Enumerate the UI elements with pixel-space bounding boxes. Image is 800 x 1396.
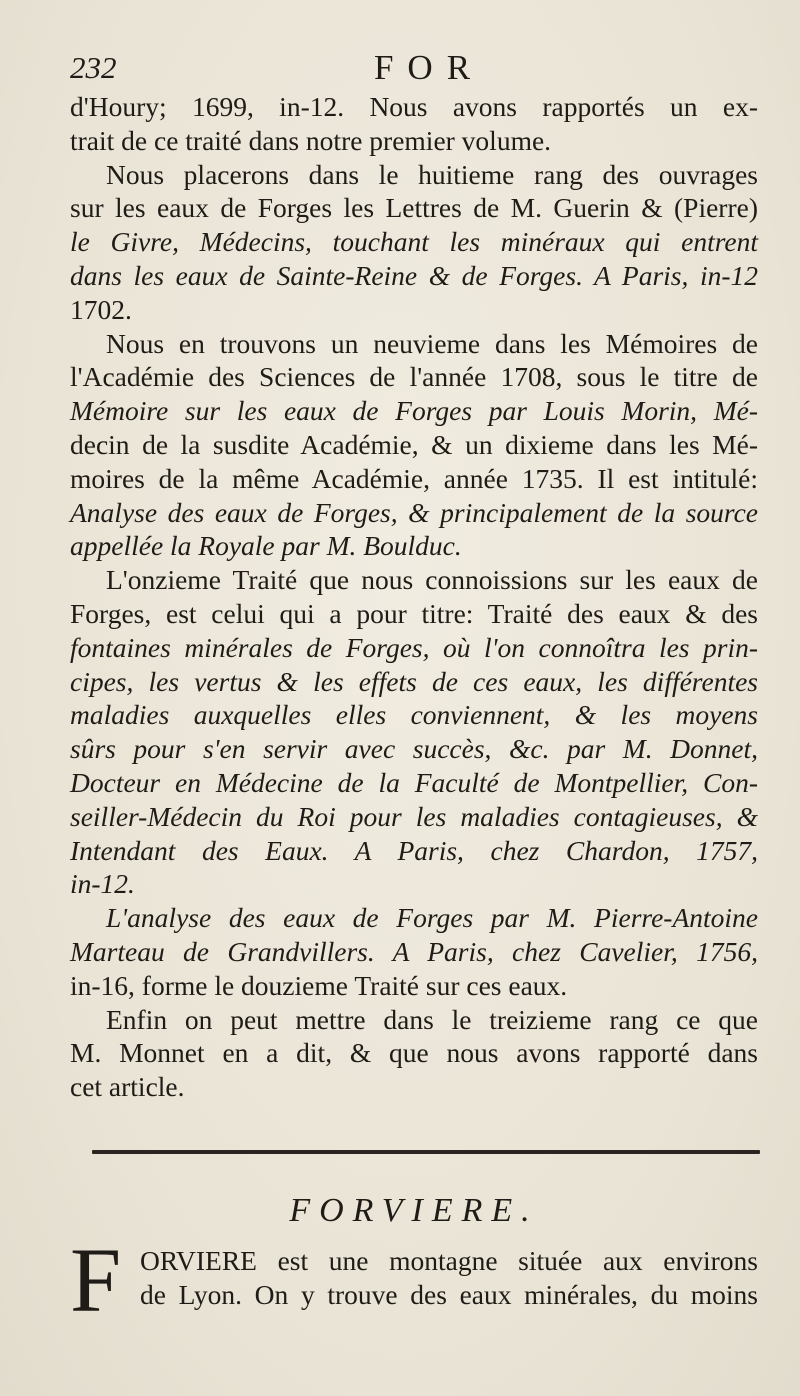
drop-cap: F (70, 1228, 122, 1331)
text-line: cet article. (70, 1071, 185, 1103)
text-line: decin de la susdite Académie, & un dixieme dans les Mé- (70, 428, 758, 460)
text-line-italic: Intendant des Eaux. A Paris, chez Chardon, 1757, (70, 834, 758, 866)
text-line-italic: L'analyse des eaux de Forges par M. Pierre-Antoine (106, 902, 758, 934)
text-line: Nous en trouvons un neuvieme dans les Mémoires de (106, 327, 758, 359)
text-line: de Lyon. On y trouve des eaux minérales, du moins (140, 1278, 758, 1310)
text-line-italic: seiller-Médecin du Roi pour les maladies contagieuses, & (70, 800, 758, 832)
text-line-italic: Docteur en Médecine de la Faculté de Montpellier, Con- (70, 766, 758, 798)
text-line: Enfin on peut mettre dans le treizieme rang ce que (106, 1003, 758, 1035)
text-line: moires de la même Académie, année 1735. Il est intitulé: (70, 462, 758, 494)
text-line-italic: appellée la Royale par M. Boulduc. (70, 530, 462, 562)
text-line: Nous placerons dans le huitieme rang des ouvrages (106, 158, 758, 190)
text-line: in-16, forme le douzieme Traité sur ces eaux. (70, 969, 568, 1001)
paragraph-twelfth-treatise (70, 901, 758, 1002)
text-line-italic: sûrs pour s'en servir avec succès, &c. par M. Donnet, (70, 733, 758, 765)
section-paragraph (70, 1244, 758, 1312)
page-number: 232 (70, 50, 117, 85)
text-line-italic: in-12. (70, 868, 135, 900)
text-line: trait de ce traité dans notre premier volume. (70, 124, 552, 156)
paragraph-eighth-treatise (70, 158, 758, 327)
section-body (70, 1228, 758, 1331)
text-line-italic: maladies auxquelles elles conviennent, & les moyens (70, 699, 758, 731)
running-title: FOR (373, 48, 485, 87)
text-line-italic: Marteau de Grandvillers. A Paris, chez Cavelier, 1756, (70, 935, 758, 967)
text-line-italic: le Givre, Médecins, touchant les minéraux qui entrent (70, 226, 758, 258)
paragraph-eleventh-treatise (70, 563, 758, 901)
text-line-italic: cipes, les vertus & les effets de ces eaux, les différentes (70, 665, 758, 697)
text-line: Forges, est celui qui a pour titre: Traité des eaux & des (70, 597, 758, 629)
text-line: sur les eaux de Forges les Lettres de M. Guerin & (Pierre) (70, 192, 758, 224)
text-line: 1702. (70, 293, 132, 325)
text-line: M. Monnet en a dit, & que nous avons rapporté dans (70, 1037, 758, 1069)
paragraph-continuation (70, 90, 758, 158)
section-divider-rule (92, 1150, 760, 1154)
text-line-italic: Mémoire sur les eaux de Forges par Louis Morin, Mé- (70, 395, 758, 427)
section-title: FORVIERE. (289, 1191, 539, 1229)
text-line: l'Académie des Sciences de l'année 1708, sous le titre de (70, 361, 758, 393)
text-line-italic: Analyse des eaux de Forges, & principalement de la source (70, 496, 758, 528)
paragraph-ninth-tenth-treatise (70, 327, 758, 564)
text-line: ORVIERE est une montagne située aux environs (140, 1244, 758, 1276)
text-line-italic: fontaines minérales de Forges, où l'on connoîtra les prin- (70, 631, 758, 663)
text-line-italic: dans les eaux de Sainte-Reine & de Forges. A Paris, in-12 (70, 259, 758, 291)
text-line: L'onzieme Traité que nous connoissions sur les eaux de (106, 564, 758, 596)
running-head (70, 48, 758, 88)
text-line: d'Houry; 1699, in-12. Nous avons rapportés un ex- (70, 91, 758, 122)
paragraph-thirteenth-treatise (70, 1003, 758, 1104)
